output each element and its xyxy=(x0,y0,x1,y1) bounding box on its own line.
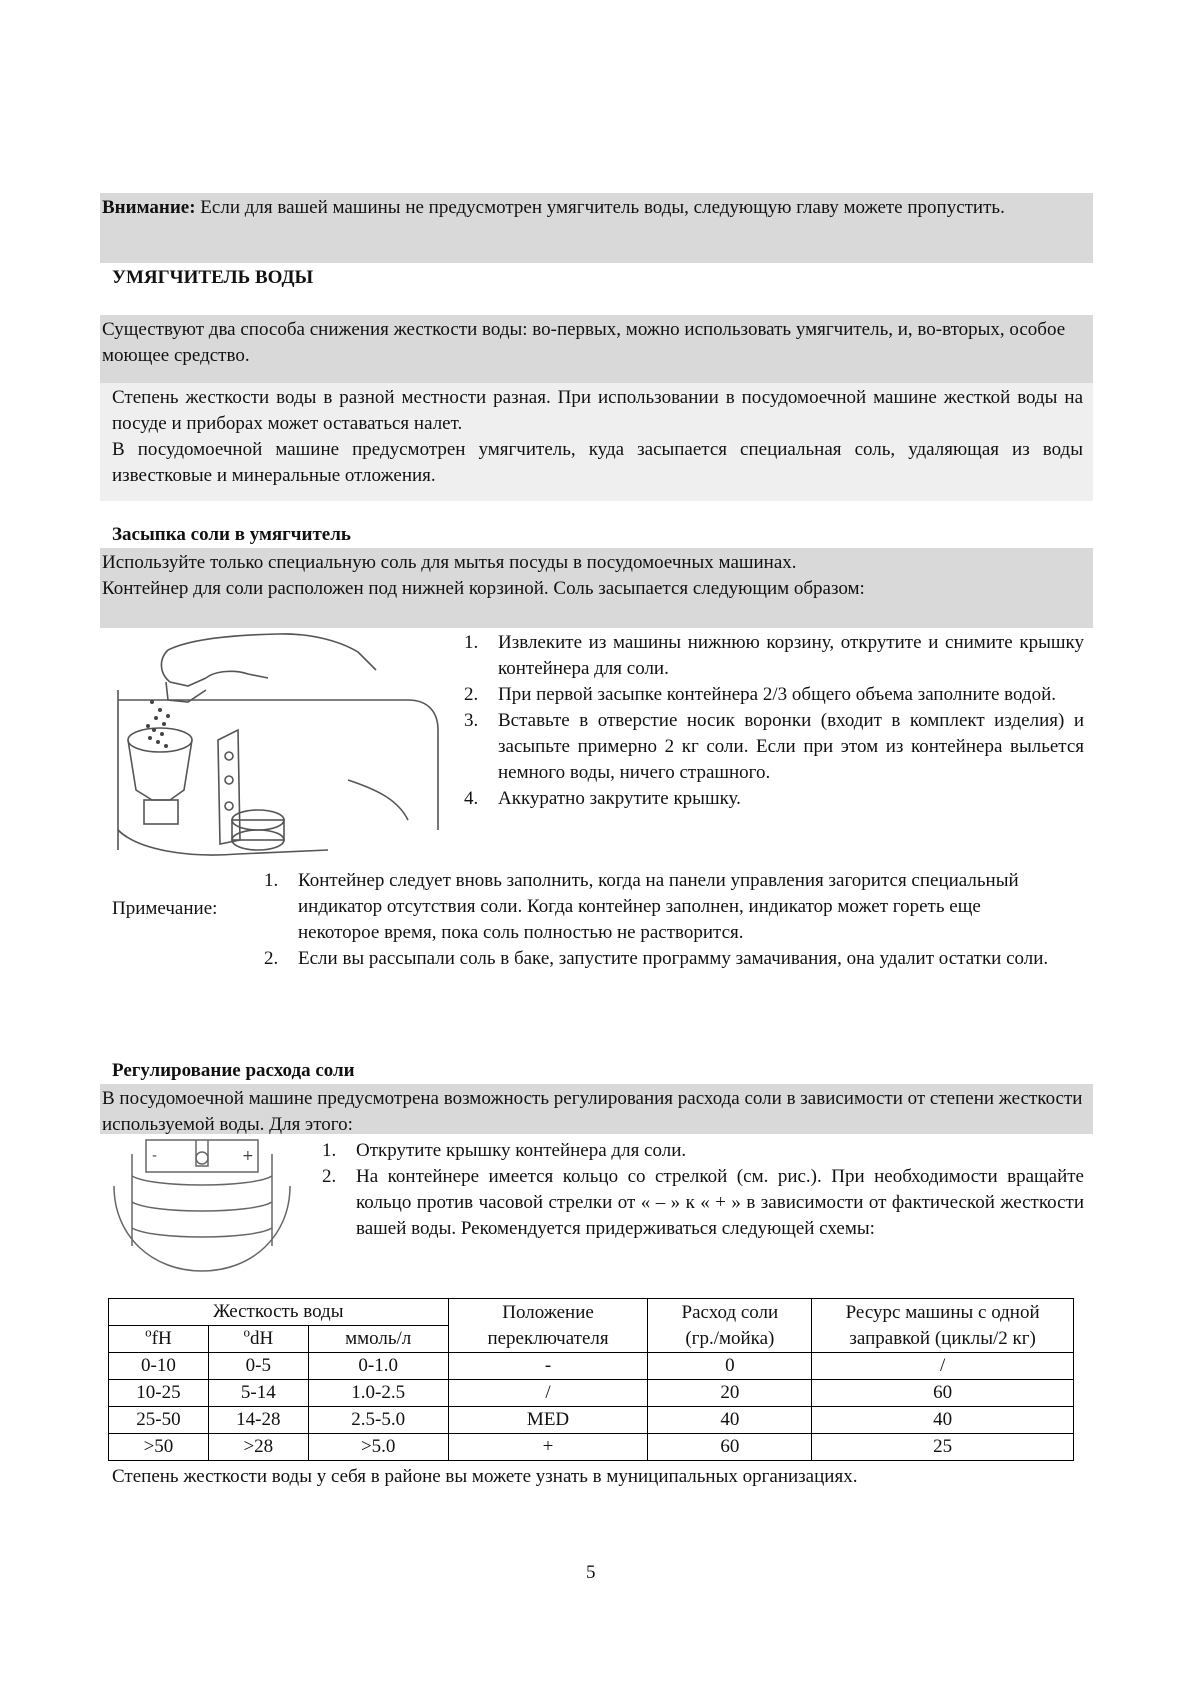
attention-text: Если для вашей машины не предусмотрен умягчитель воды, следующую главу можете пропустить. xyxy=(200,197,1005,218)
salt-intro-1: Используйте только специальную соль для мытья посуды в посудомоечных машинах. xyxy=(102,552,797,573)
hardness-table xyxy=(108,1298,1074,1461)
attention-banner xyxy=(100,193,1093,263)
table-header-cell: Положение переключателя xyxy=(448,1299,648,1353)
table-row: 25-50 14-28 2.5-5.0 MED 40 40 xyxy=(109,1407,1074,1434)
page-number: 5 xyxy=(586,1562,596,1583)
table-row: 10-25 5-14 1.0-2.5 / 20 60 xyxy=(109,1380,1074,1407)
table-header-cell: $^o$dH xyxy=(208,1326,308,1353)
regulation-intro: В посудомоечной машине предусмотрена возможность регулирования расхода соли в зависимости от степени жесткости используемой воды. Для этого: xyxy=(102,1088,1083,1134)
salt-cap-illustration xyxy=(112,1136,292,1276)
note-label: Примечание: xyxy=(112,898,218,919)
footnote: Степень жесткости воды у себя в районе вы можете узнать в муниципальных организациях. xyxy=(112,1466,858,1487)
list-item: 2. При первой засыпке контейнера 2/3 общего объема заполните водой. xyxy=(464,684,1057,705)
salt-steps xyxy=(464,630,1084,812)
regulation-intro-box xyxy=(100,1084,1093,1134)
table-header-cell: Ресурс машины с одной заправкой (циклы/2 кг) xyxy=(812,1299,1074,1353)
section-title: УМЯГЧИТЕЛЬ ВОДЫ xyxy=(112,267,314,288)
table-row: 0-10 0-5 0-1.0 - 0 / xyxy=(109,1353,1074,1380)
hardness-text-2: В посудомоечной машине предусмотрен умягчитель, куда засыпается специальная соль, удаляющая из воды известковые и минеральные отложения. xyxy=(112,439,1083,486)
table-header-cell: $^o$fH xyxy=(109,1326,209,1353)
table-header-cell: Жесткость воды xyxy=(109,1299,449,1326)
list-item: 2. Если вы рассыпали соль в баке, запустите программу замачивания, она удалит остатки соли. xyxy=(264,948,1049,969)
plus-mark: + xyxy=(242,1148,254,1164)
salt-intro-box xyxy=(100,548,1093,628)
regulation-steps xyxy=(322,1138,1084,1242)
salt-container-illustration xyxy=(108,630,448,870)
list-item: 2. На контейнере имеется кольцо со стрелкой (см. рис.). При необходимости вращайте кольцо против часовой стрелки от « – » к « + » в зависимости от фактической жесткости вашей воды. Рекомендуется придерживаться следующей схемы: xyxy=(322,1166,1084,1239)
list-item: 1. Открутите крышку контейнера для соли. xyxy=(322,1140,687,1161)
intro-text: Существуют два способа снижения жесткости воды: во-первых, можно использовать умягчитель, и, во-вторых, особое моющее средство. xyxy=(102,319,1066,366)
list-item: 4. Аккуратно закрутите крышку. xyxy=(464,788,741,809)
salt-subtitle: Засыпка соли в умягчитель xyxy=(112,524,351,545)
intro-box xyxy=(100,315,1093,385)
list-item: 1. Контейнер следует вновь заполнить, когда на панели управления загорится специальный индикатор отсутствия соли. Когда контейнер заполнен, индикатор может гореть еще некоторое время, пока соль полностью не растворится. xyxy=(264,870,1019,943)
table-header-cell: Расход соли (гр./мойка) xyxy=(648,1299,812,1353)
table-row: >50 >28 >5.0 + 60 25 xyxy=(109,1434,1074,1461)
table-header-row xyxy=(109,1299,1074,1326)
attention-label: Внимание: xyxy=(102,197,196,218)
regulation-subtitle: Регулирование расхода соли xyxy=(112,1060,355,1081)
note-list xyxy=(264,868,1064,972)
minus-mark: - xyxy=(152,1148,158,1164)
list-item: 3. Вставьте в отверстие носик воронки (входит в комплект изделия) и засыпьте примерно 2 кг соли. Если при этом из контейнера выльется немного воды, ничего страшного. xyxy=(464,710,1084,783)
hardness-box xyxy=(100,383,1093,501)
list-item: 1. Извлеките из машины нижнюю корзину, открутите и снимите крышку контейнера для соли. xyxy=(464,632,1084,679)
table-header-cell: ммоль/л xyxy=(308,1326,448,1353)
hardness-text-1: Степень жесткости воды в разной местности разная. При использовании в посудомоечной машине жесткой воды на посуде и приборах может оставаться налет. xyxy=(112,387,1083,434)
salt-intro-2: Контейнер для соли расположен под нижней корзиной. Соль засыпается следующим образом: xyxy=(102,578,865,599)
